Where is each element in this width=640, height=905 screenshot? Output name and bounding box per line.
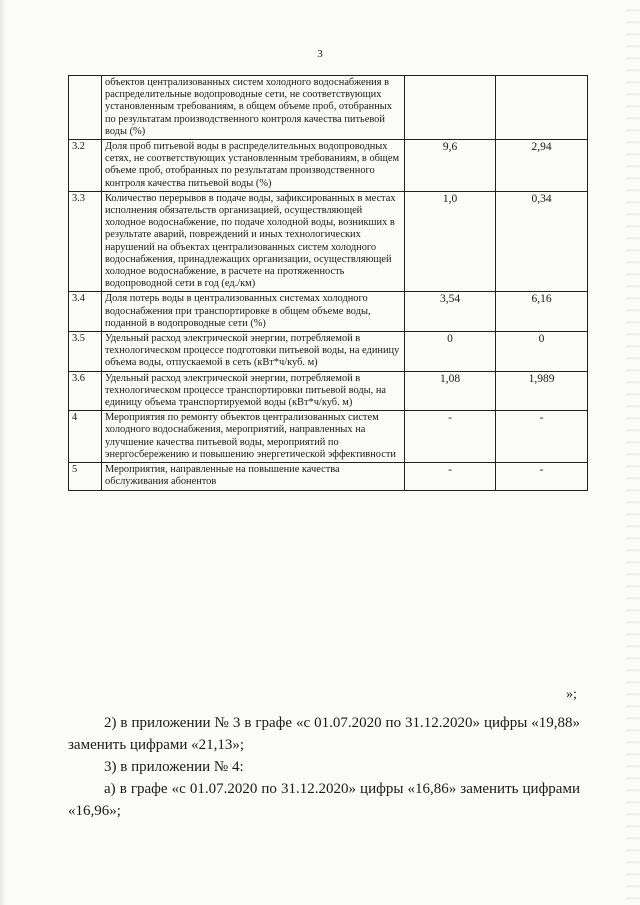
row-number: 3.6 [69, 371, 102, 411]
row-value-1: 1,0 [405, 191, 496, 292]
closing-quote: »; [566, 687, 577, 702]
row-value-1: - [405, 411, 496, 463]
paragraph-amendment-3: 3) в приложении № 4: [104, 759, 244, 775]
row-value-1: 0 [405, 332, 496, 372]
row-value-1: - [405, 463, 496, 490]
page-number: 3 [317, 48, 323, 60]
row-number: 3.3 [69, 191, 102, 292]
table-row [69, 332, 588, 372]
row-value-2: - [496, 411, 588, 463]
row-value-1: 1,08 [405, 371, 496, 411]
row-number: 4 [69, 411, 102, 463]
row-description: Мероприятия, направленные на повышение качества обслуживания абонентов [102, 463, 405, 490]
table-row [69, 191, 588, 292]
row-number: 3.5 [69, 332, 102, 372]
row-description: Количество перерывов в подаче воды, зафиксированных в местах исполнения обязательств организацией, осуществляющей холодное водоснабжение, по подаче холодной воды, возникших в результате аварий, повреждений и иных технологических нарушений на объектах централизованных систем холодного водоснабжения, принадлежащих организации, осуществляющей холодное водоснабжение, в расчете на протяженность водопроводной сети в год (ед./км) [102, 191, 405, 292]
scan-edge-right [626, 0, 640, 905]
row-value-1: 3,54 [405, 292, 496, 332]
row-description: Доля потерь воды в централизованных системах холодного водоснабжения при транспортировке в общем объеме воды, поданной в водопроводные сети (%) [102, 292, 405, 332]
row-description: объектов централизованных систем холодного водоснабжения в распределительные водопроводные сети, не соответствующих установленным требованиям, в общем объеме проб, отобранных по результатам производственного контроля качества питьевой воды (%) [102, 76, 405, 140]
paragraph-amendment-2: 2) в приложении № 3 в графе «с 01.07.2020 по 31.12.2020» цифры «19,88» заменить цифрами «21,13»; [68, 715, 580, 753]
scan-edge-left [0, 0, 6, 905]
table-row [69, 140, 588, 192]
row-value-2: 6,16 [496, 292, 588, 332]
row-description: Удельный расход электрической энергии, потребляемой в технологическом процессе транспортировки питьевой воды, на единицу объема транспортируемой воды (кВт*ч/куб. м) [102, 371, 405, 411]
row-value-1: 9,6 [405, 140, 496, 192]
row-description: Доля проб питьевой воды в распределительных водопроводных сетях, не соответствующих установленным требованиям, в общем объеме проб, отобранных по результатам производственного контроля качества питьевой воды (%) [102, 140, 405, 192]
indicators-table [68, 75, 588, 491]
row-number: 5 [69, 463, 102, 490]
table-row [69, 76, 588, 140]
row-description: Удельный расход электрической энергии, потребляемой в технологическом процессе подготовки питьевой воды, на единицу объема воды, отпускаемой в сеть (кВт*ч/куб. м) [102, 332, 405, 372]
table-row [69, 411, 588, 463]
row-description: Мероприятия по ремонту объектов централизованных систем холодного водоснабжения, мероприятий, направленных на улучшение качества питьевой воды, мероприятий по энергосбережению и повышению энергетической эффективности [102, 411, 405, 463]
row-value-2: 1,989 [496, 371, 588, 411]
row-number: 3.2 [69, 140, 102, 192]
table-row [69, 292, 588, 332]
paragraph-amendment-3a: а) в графе «с 01.07.2020 по 31.12.2020» цифры «16,86» заменить цифрами «16,96»; [68, 781, 580, 819]
row-value-2: 0,34 [496, 191, 588, 292]
row-value-2 [496, 76, 588, 140]
row-number [69, 76, 102, 140]
table-row [69, 463, 588, 490]
row-value-1 [405, 76, 496, 140]
row-value-2: 2,94 [496, 140, 588, 192]
row-number: 3.4 [69, 292, 102, 332]
table-row [69, 371, 588, 411]
row-value-2: - [496, 463, 588, 490]
row-value-2: 0 [496, 332, 588, 372]
